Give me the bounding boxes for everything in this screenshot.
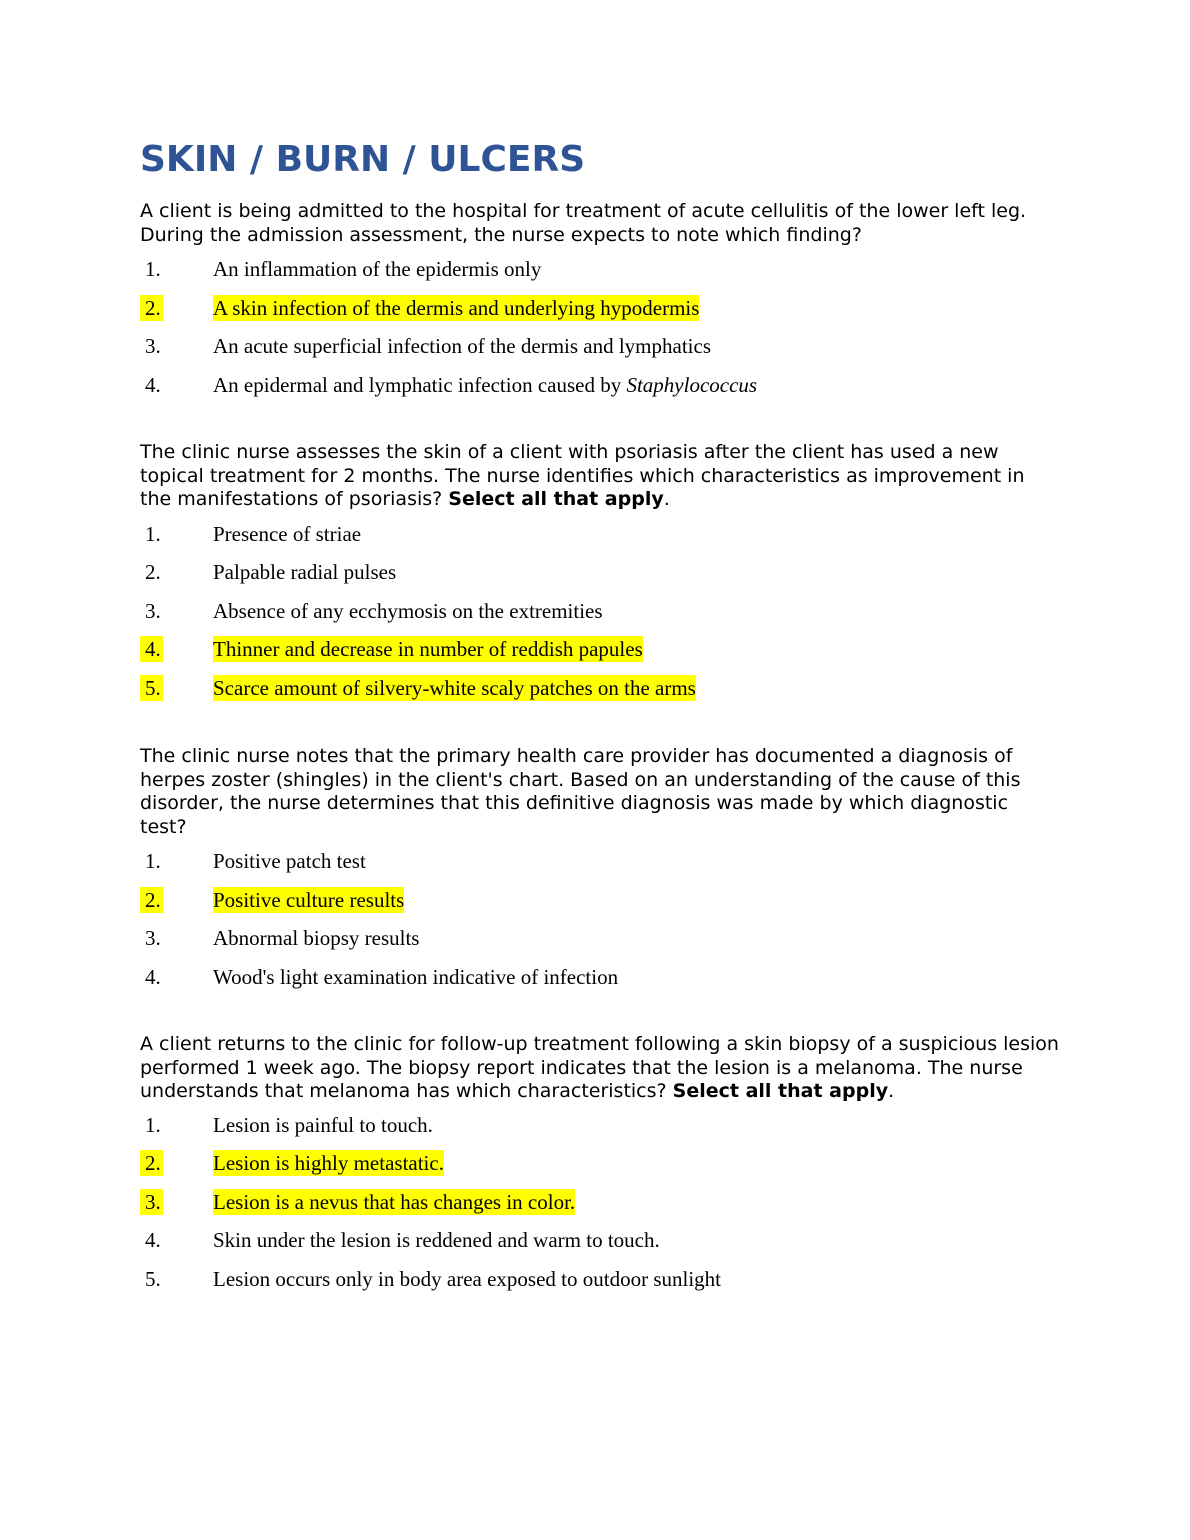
answer-option [0,552,1190,591]
answer-option [0,591,1190,630]
question-stem-end: . [663,488,670,510]
question-stem-text: A client returns to the clinic for follow-up treatment following a skin biopsy of a suspicious lesion performed 1 week ago. The biopsy report indicates that the lesion is a melanoma. The nurse understands that melanoma has which characteristics? [140,1033,1059,1102]
question-stem-text: The clinic nurse assesses the skin of a client with psoriasis after the client has used a new topical treatment for 2 months. The nurse identifies which characteristics as improvement in the manifestations of psoriasis? [140,441,1025,510]
option-text: Positive culture results [213,887,405,912]
option-number: 5. [145,1266,161,1291]
option-number: 4. [145,1228,161,1252]
option-text: Scarce amount of silvery-white scaly patches on the arms [213,675,696,700]
option-number: 1. [145,257,161,281]
option-text-italic: Staphylococcus [626,372,758,397]
option-text: Abnormal biopsy results [213,926,420,950]
question-4 [0,1033,1190,1297]
answer-option [0,918,1190,957]
option-text: A skin infection of the dermis and underlying hypodermis [213,295,700,320]
option-number: 3. [145,598,161,623]
answer-option [0,365,1190,404]
option-number: 1. [145,521,161,546]
option-number: 4. [145,964,161,989]
question-3 [0,745,1190,995]
option-number: 5. [140,675,163,701]
answer-option [0,514,1190,553]
question-2 [0,441,1190,706]
option-text: Positive patch test [213,849,366,873]
option-text: Palpable radial pulses [213,560,397,584]
answer-option-correct [0,1182,1190,1221]
answer-options [0,841,1190,995]
option-number: 3. [140,1189,163,1215]
option-text: Thinner and decrease in number of reddish papules [213,637,643,661]
option-number: 4. [145,372,161,397]
question-stem [140,441,1060,512]
option-text: Skin under the lesion is reddened and warm to touch. [213,1228,660,1252]
option-number: 2. [140,887,163,913]
option-text-main: An epidermal and lymphatic infection caused by [213,372,627,397]
answer-options [0,514,1190,707]
option-text: Absence of any ecchymosis on the extremities [213,598,603,623]
option-text: Presence of striae [213,521,362,546]
question-stem: A client is being admitted to the hospital for treatment of acute cellulitis of the lower left leg. During the admission assessment, the nurse expects to note which finding? [140,200,1027,246]
option-number: 3. [145,926,161,950]
answer-option [0,1259,1190,1298]
answer-option [0,1105,1190,1144]
option-number: 2. [145,560,161,584]
option-text: Lesion occurs only in body area exposed to outdoor sunlight [213,1266,721,1291]
answer-option [0,326,1190,365]
option-text: Lesion is a nevus that has changes in color. [213,1189,576,1214]
option-text: Wood's light examination indicative of infection [213,964,619,989]
answer-option-correct [0,288,1190,327]
option-number: 1. [145,1112,161,1137]
select-all-note: Select all that apply [448,488,664,510]
option-text [213,372,757,398]
answer-option-correct [0,668,1190,707]
answer-option-correct [0,880,1190,919]
page-title: SKIN / BURN / ULCERS [140,139,586,180]
option-number: 1. [145,849,161,873]
answer-option [0,1220,1190,1259]
question-stem [140,1033,1060,1104]
option-number: 3. [145,334,161,358]
question-stem: The clinic nurse notes that the primary health care provider has documented a diagnosis of herpes zoster (shingles) in the client's chart. Based on an understanding of the cause of this disorder, the nurse determines that this definitive diagnosis was made by which diagnostic test? [140,745,1021,838]
option-number: 2. [140,1150,163,1176]
answer-options [0,249,1190,403]
answer-options [0,1105,1190,1298]
option-text: Lesion is painful to touch. [213,1112,433,1137]
option-text: An acute superficial infection of the dermis and lymphatics [213,334,712,358]
question-stem-end: . [888,1080,895,1102]
answer-option [0,841,1190,880]
question-1 [0,200,1190,403]
option-number: 4. [140,636,163,662]
option-text: An inflammation of the epidermis only [213,257,542,281]
option-text: Lesion is highly metastatic. [213,1151,444,1175]
answer-option-correct [0,629,1190,668]
answer-option [0,249,1190,288]
select-all-note: Select all that apply [672,1080,889,1102]
option-number: 2. [140,295,163,321]
answer-option-correct [0,1143,1190,1182]
answer-option [0,957,1190,996]
